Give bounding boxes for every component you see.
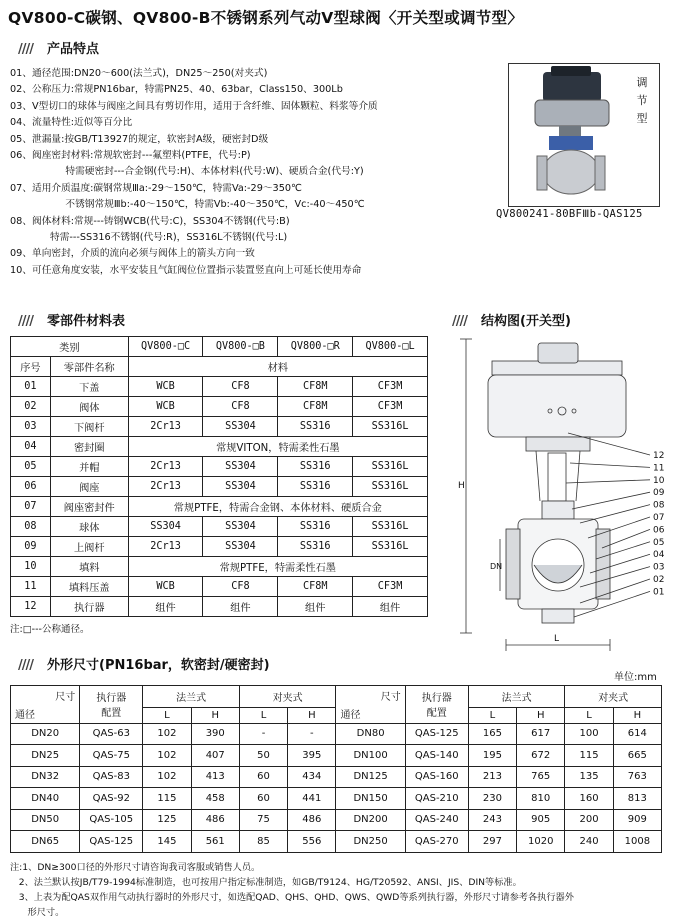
bracket — [526, 437, 590, 451]
part-material: WCB — [128, 377, 203, 397]
category-label: 类别 — [11, 337, 129, 357]
dim-cell: 195 — [468, 745, 516, 767]
part-name: 执行器 — [50, 597, 128, 617]
feature-item: 06、阀座密封材料:常规软密封---氟塑料(PTFE，代号:P) — [10, 149, 251, 161]
features-list — [10, 66, 480, 279]
dim-cell: 240 — [565, 831, 613, 853]
dims-heading: //// 外形尺寸(PN16bar，软密封/硬密封) — [18, 658, 270, 673]
part-callout: 02 — [653, 575, 665, 585]
dim-l-label: L — [554, 634, 560, 644]
feature-item: 不锈钢常规Ⅲb:-40～150℃，特需Vb:-40～350℃，Vc:-40～450℃ — [10, 199, 365, 211]
dim-cell: 765 — [517, 766, 565, 788]
column-header: QV800-□B — [203, 337, 278, 357]
dim-cell: 810 — [517, 788, 565, 810]
part-name: 阀体 — [50, 397, 128, 417]
actuator-config-header: 执行器 配置 — [405, 686, 468, 724]
note-item: 注:1、DN≥300口径的外形尺寸请咨询我司客服或销售人员。 — [10, 862, 261, 873]
part-name: 下盖 — [50, 377, 128, 397]
part-no: 02 — [11, 397, 51, 417]
column-header: QV800-□L — [353, 337, 428, 357]
part-material: SS316L — [353, 477, 428, 497]
feature-item: 特需---SS316不锈钢(代号:R)，SS316L不锈钢(代号:L) — [10, 231, 288, 243]
dim-cell: QAS-125 — [80, 831, 143, 853]
part-no: 01 — [11, 377, 51, 397]
part-no: 09 — [11, 537, 51, 557]
dim-cell: 213 — [468, 766, 516, 788]
dim-cell: 50 — [239, 745, 287, 767]
part-material: SS316L — [353, 537, 428, 557]
l-header: L — [143, 707, 191, 723]
dim-cell: 115 — [565, 745, 613, 767]
dim-cell: DN50 — [11, 809, 80, 831]
part-callout: 12 — [653, 451, 665, 461]
part-material: CF8 — [203, 377, 278, 397]
part-name: 球体 — [50, 517, 128, 537]
dim-cell: 672 — [517, 745, 565, 767]
part-name: 下阀杆 — [50, 417, 128, 437]
dim-cell: 102 — [143, 745, 191, 767]
feature-item: 03、V型切口的球体与阀座之间具有剪切作用，适用于含纤维、固体颗粒、料浆等介质 — [10, 100, 378, 112]
part-callout: 10 — [653, 475, 665, 486]
left-flange — [506, 529, 520, 599]
part-material: CF8 — [203, 397, 278, 417]
part-material: WCB — [128, 397, 203, 417]
dim-cell: 486 — [191, 809, 239, 831]
feature-item: 10、可任意角度安装，水平安装且气缸阀位位置指示装置竖直向上可延长使用寿命 — [10, 264, 362, 276]
part-material: SS316L — [353, 517, 428, 537]
packing-gland — [542, 501, 574, 519]
photo-side-label: 调 节 型 — [636, 76, 648, 125]
dim-dn-label: DN — [490, 562, 503, 571]
part-material: SS316L — [353, 417, 428, 437]
part-callout: 04 — [653, 550, 665, 561]
dim-cell: 75 — [239, 809, 287, 831]
table-row — [11, 745, 662, 767]
dim-cell: 390 — [191, 723, 239, 745]
parts-heading: //// 零部件材料表 — [18, 314, 126, 329]
column-header: QV800-□R — [278, 337, 353, 357]
dim-cell: QAS-210 — [405, 788, 468, 810]
part-material: 2Cr13 — [128, 457, 203, 477]
dim-cell: 486 — [288, 809, 336, 831]
dim-cell: - — [288, 723, 336, 745]
dim-cell: 85 — [239, 831, 287, 853]
feature-item: 01、通径范围:DN20～600(法兰式)，DN25～250(对夹式) — [10, 68, 268, 79]
page-title: QV800-C碳钢、QV800-B不锈钢系列气动V型球阀〈开关型或调节型〉 — [8, 9, 524, 27]
parts-note: 注:□---公称通径。 — [10, 624, 90, 635]
feature-item: 08、阀体材料:常规---铸钢WCB(代号:C)，SS304不锈钢(代号:B) — [10, 215, 290, 227]
part-no: 06 — [11, 477, 51, 497]
product-photo — [508, 63, 660, 207]
part-callout: 07 — [653, 513, 665, 523]
features-heading: //// 产品特点 — [18, 42, 100, 57]
dimensions-table — [10, 685, 662, 853]
dim-cell: 556 — [288, 831, 336, 853]
parts-table — [10, 336, 428, 617]
part-no: 08 — [11, 517, 51, 537]
feature-item: 09、单向密封，介质的流向必须与阀体上的箭头方向一致 — [10, 248, 255, 260]
structure-heading: //// 结构图(开关型) — [452, 314, 571, 329]
dim-cell: 60 — [239, 788, 287, 810]
feature-item: 04、流量特性:近似等百分比 — [10, 117, 133, 129]
size-bore-header: 尺寸 通径 — [336, 686, 405, 724]
section-marker-icon: //// — [18, 658, 33, 673]
dim-cell: 230 — [468, 788, 516, 810]
right-flange — [596, 529, 610, 599]
dim-cell: QAS-75 — [80, 745, 143, 767]
part-name: 密封圈 — [50, 437, 128, 457]
part-material: SS304 — [203, 517, 278, 537]
table-row — [11, 831, 662, 853]
dim-cell: 413 — [191, 766, 239, 788]
part-name: 填料 — [50, 557, 128, 577]
section-marker-icon: //// — [452, 314, 467, 329]
table-row — [11, 497, 428, 517]
part-name: 填料压盖 — [50, 577, 128, 597]
dim-cell: DN20 — [11, 723, 80, 745]
dim-cell: 102 — [143, 723, 191, 745]
dim-cell: DN65 — [11, 831, 80, 853]
part-material: SS304 — [203, 457, 278, 477]
dim-cell: QAS-63 — [80, 723, 143, 745]
dim-cell: 407 — [191, 745, 239, 767]
table-row — [11, 766, 662, 788]
dim-cell: DN32 — [11, 766, 80, 788]
part-no: 11 — [11, 577, 51, 597]
dim-cell: 165 — [468, 723, 516, 745]
h-header: H — [613, 707, 661, 723]
idx-label: 序号 — [11, 357, 51, 377]
dim-cell: 243 — [468, 809, 516, 831]
dim-cell: 905 — [517, 809, 565, 831]
part-callout: 06 — [653, 525, 665, 536]
dim-cell: DN250 — [336, 831, 405, 853]
section-marker-icon: //// — [18, 42, 33, 57]
dim-cell: 617 — [517, 723, 565, 745]
part-material: CF3M — [353, 397, 428, 417]
part-material: SS316 — [278, 477, 353, 497]
part-material: SS304 — [203, 417, 278, 437]
dim-cell: QAS-105 — [80, 809, 143, 831]
position-indicator — [538, 343, 578, 363]
part-material: SS316 — [278, 417, 353, 437]
dim-cell: - — [239, 723, 287, 745]
part-material: CF8M — [278, 577, 353, 597]
column-header: QV800-□C — [128, 337, 203, 357]
part-material: CF8M — [278, 397, 353, 417]
part-no: 05 — [11, 457, 51, 477]
part-material: 常规PTFE，特需合金钢、本体材料、硬质合金 — [128, 497, 427, 517]
dim-cell: QAS-160 — [405, 766, 468, 788]
part-callout: 09 — [653, 488, 665, 499]
dim-cell: 561 — [191, 831, 239, 853]
l-header: L — [565, 707, 613, 723]
dim-cell: 434 — [288, 766, 336, 788]
dim-cell: DN25 — [11, 745, 80, 767]
part-material: CF3M — [353, 377, 428, 397]
table-row — [11, 723, 662, 745]
bottom-cover — [542, 609, 574, 623]
section-marker-icon: //// — [18, 314, 33, 329]
part-material: 2Cr13 — [128, 417, 203, 437]
part-material: 组件 — [353, 597, 428, 617]
dim-cell: 763 — [613, 766, 661, 788]
dim-cell: 102 — [143, 766, 191, 788]
structure-drawing — [430, 333, 680, 663]
l-header: L — [239, 707, 287, 723]
dim-cell: DN200 — [336, 809, 405, 831]
dim-cell: QAS-125 — [405, 723, 468, 745]
part-material: SS316 — [278, 457, 353, 477]
table-row — [11, 457, 428, 477]
part-no: 07 — [11, 497, 51, 517]
part-material: 组件 — [203, 597, 278, 617]
part-name: 阀座 — [50, 477, 128, 497]
part-callout: 11 — [653, 463, 665, 474]
part-name: 上阀杆 — [50, 537, 128, 557]
part-name: 并帽 — [50, 457, 128, 477]
table-row — [11, 577, 428, 597]
leader-line — [570, 463, 650, 467]
dim-cell: 160 — [565, 788, 613, 810]
dim-cell: QAS-240 — [405, 809, 468, 831]
actuator-config-header: 执行器 配置 — [80, 686, 143, 724]
dim-cell: 1008 — [613, 831, 661, 853]
dim-cell: DN40 — [11, 788, 80, 810]
part-no: 12 — [11, 597, 51, 617]
part-callout: 01 — [653, 587, 665, 598]
l-header: L — [468, 707, 516, 723]
table-row — [11, 517, 428, 537]
part-material: 2Cr13 — [128, 477, 203, 497]
dim-cell: 665 — [613, 745, 661, 767]
dim-cell: DN125 — [336, 766, 405, 788]
dim-cell: 135 — [565, 766, 613, 788]
part-callout: 03 — [653, 562, 665, 573]
dim-cell: DN80 — [336, 723, 405, 745]
name-label: 零部件名称 — [50, 357, 128, 377]
dim-cell: 614 — [613, 723, 661, 745]
part-material: SS304 — [128, 517, 203, 537]
dim-cell: 395 — [288, 745, 336, 767]
part-callout: 05 — [653, 537, 665, 548]
part-no: 03 — [11, 417, 51, 437]
part-material: 常规VITON，特需柔性石墨 — [128, 437, 427, 457]
table-row — [11, 477, 428, 497]
dim-cell: QAS-140 — [405, 745, 468, 767]
part-material: SS304 — [203, 537, 278, 557]
dim-cell: QAS-83 — [80, 766, 143, 788]
material-label: 材料 — [128, 357, 427, 377]
table-row — [11, 437, 428, 457]
notes — [10, 860, 670, 920]
dim-h-label: H — [458, 481, 465, 491]
table-row — [11, 788, 662, 810]
part-callout: 08 — [653, 500, 665, 511]
dim-cell: DN150 — [336, 788, 405, 810]
dim-cell: QAS-270 — [405, 831, 468, 853]
part-material: 组件 — [278, 597, 353, 617]
part-name: 阀座密封件 — [50, 497, 128, 517]
h-header: H — [517, 707, 565, 723]
dim-cell: 441 — [288, 788, 336, 810]
note-item: 3、上表为配QAS双作用气动执行器时的外形尺寸，如选配QAD、QHS、QHD、QWS、QWD等系列执行器，外形尺寸请参考各执行器外 — [10, 892, 574, 903]
part-material: SS316 — [278, 537, 353, 557]
dim-cell: 909 — [613, 809, 661, 831]
part-material: 常规PTFE，特需柔性石墨 — [128, 557, 427, 577]
note-item: 2、法兰默认按JB/T79-1994标准制造，也可按用户指定标准制造，如GB/T9124、HG/T20592、ANSI、JIS、DIN等标准。 — [10, 877, 522, 888]
wafer-header: 对夹式 — [239, 686, 336, 708]
photo-caption: QV800241-80BFⅢb-QAS125 — [496, 208, 643, 220]
part-material: 组件 — [128, 597, 203, 617]
feature-item: 05、泄漏量:按GB/T13927的规定，软密封A级，硬密封D级 — [10, 133, 269, 145]
dim-cell: 297 — [468, 831, 516, 853]
table-row — [11, 377, 428, 397]
feature-item: 07、适用介质温度:碳钢常规Ⅲa:-29～150℃，特需Va:-29～350℃ — [10, 182, 302, 194]
table-row — [11, 537, 428, 557]
note-item: 形尺寸。 — [10, 907, 65, 918]
dim-cell: 458 — [191, 788, 239, 810]
dim-cell: 813 — [613, 788, 661, 810]
leader-line — [566, 480, 650, 483]
flange-header: 法兰式 — [468, 686, 565, 708]
table-row — [11, 809, 662, 831]
stem-coupling — [548, 453, 566, 501]
part-material: WCB — [128, 577, 203, 597]
actuator-body — [488, 375, 626, 437]
part-material: CF3M — [353, 577, 428, 597]
h-header: H — [191, 707, 239, 723]
part-no: 10 — [11, 557, 51, 577]
leader-line — [572, 492, 650, 509]
dim-cell: 200 — [565, 809, 613, 831]
feature-item: 特需硬密封---合金钢(代号:H)、本体材料(代号:W)、硬质合金(代号:Y) — [10, 166, 364, 178]
part-material: 2Cr13 — [128, 537, 203, 557]
dim-cell: 60 — [239, 766, 287, 788]
part-no: 04 — [11, 437, 51, 457]
dim-cell: 1020 — [517, 831, 565, 853]
dim-cell: 100 — [565, 723, 613, 745]
table-row — [11, 417, 428, 437]
table-row — [11, 597, 428, 617]
flange-header: 法兰式 — [143, 686, 240, 708]
dim-cell: QAS-92 — [80, 788, 143, 810]
h-header: H — [288, 707, 336, 723]
wafer-header: 对夹式 — [565, 686, 662, 708]
dim-cell: 115 — [143, 788, 191, 810]
part-material: SS304 — [203, 477, 278, 497]
table-row — [11, 557, 428, 577]
feature-item: 02、公称压力:常规PN16bar，特需PN25、40、63bar，Class150、300Lb — [10, 84, 343, 96]
part-material: CF8 — [203, 577, 278, 597]
dim-cell: 125 — [143, 809, 191, 831]
size-bore-header: 尺寸 通径 — [11, 686, 80, 724]
part-material: SS316L — [353, 457, 428, 477]
unit-label: 单位:mm — [614, 672, 657, 683]
part-material: SS316 — [278, 517, 353, 537]
table-row — [11, 397, 428, 417]
part-material: CF8M — [278, 377, 353, 397]
dim-cell: DN100 — [336, 745, 405, 767]
dim-cell: 145 — [143, 831, 191, 853]
